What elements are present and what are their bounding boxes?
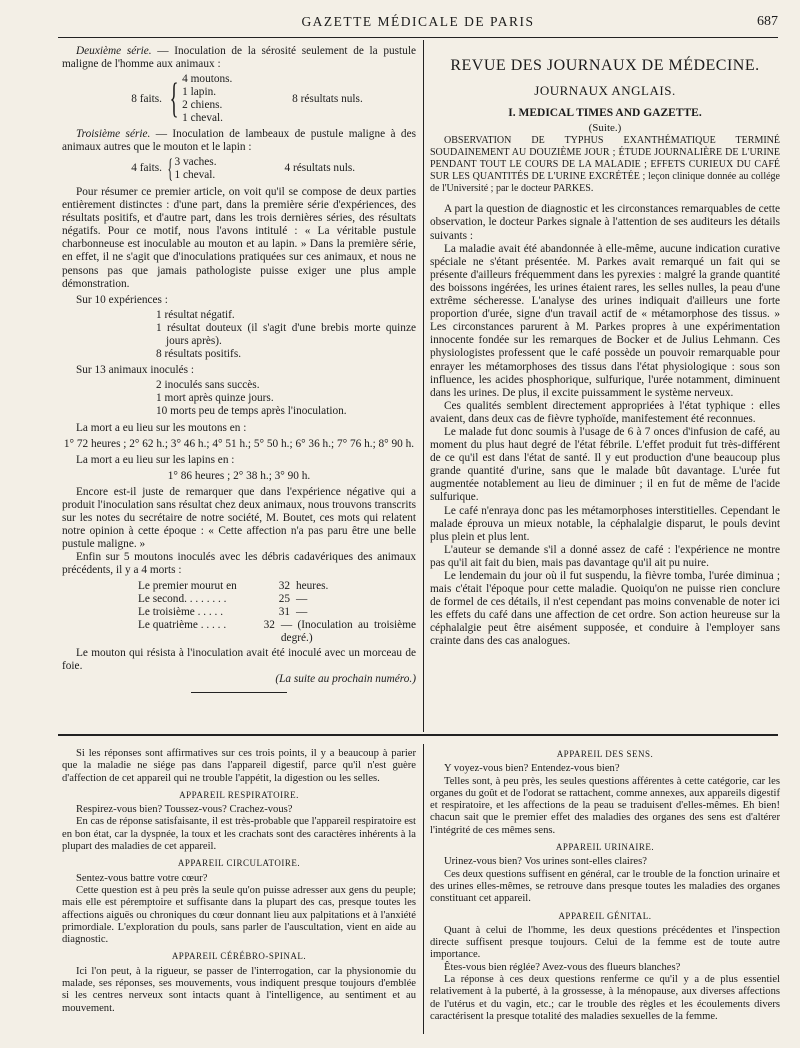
sur10-list: [156, 309, 416, 361]
question: Êtes-vous bien réglée? Avez-vous des flueurs blanches?: [444, 961, 681, 973]
list-item: 1 résultat douteux (il s'agit d'une brebis morte quinze jours après).: [156, 321, 416, 347]
serie3-brace: [62, 153, 416, 183]
section-heading: APPAREIL CIRCULATOIRE.: [177, 858, 301, 869]
question: Respirez-vous bien? Toussez-vous? Crachez-vous?: [76, 804, 293, 816]
encore-paragraph: Encore est-il juste de remarquer que dans l'expérience négative qui a produit l'inoculation sans résultat chez deux animaux, nous trouvons transcrits sur les notes du secrétaire de notre société, M. Boutet, ces mots qui relatent notre opinion à cette époque : « Cette affection n'a pas paru être une belle pustule maligne. »: [62, 485, 416, 551]
list-item: 1 cheval.: [174, 168, 216, 181]
list-item: 4 moutons.: [182, 73, 233, 86]
sur13-heading: Sur 13 animaux inoculés :: [76, 364, 194, 377]
serie3-items: [174, 156, 264, 182]
paragraph: Ici l'on peut, à la rigueur, se passer de l'interrogation, car la physionomie du malade, ses réponses, ses mouvements, vous indiquent presque toujours d'emblée si les centres nerveux sont intacts quant à l'intelligence, au sentiment et au mouvement.: [62, 965, 416, 1014]
sur13-list: [156, 379, 416, 418]
list-item: 3 vaches.: [174, 155, 217, 168]
list-item: 10 morts peu de temps après l'inoculation.: [156, 405, 347, 418]
serie3-label: Troisième série.: [76, 127, 151, 140]
death-value: 32: [263, 618, 275, 631]
paragraph: La réponse à ces deux questions renferme ce qu'il y a de plus essentiel relativement à la puberté, à la grossesse, à la ménopause, aux diverses affections de l'utérus et du vagin, etc.; car le trouble des règles et les écoulements divers caractérisent la presque totalité des maladies sexuelles de la femme.: [430, 974, 780, 1022]
serie2-intro: [62, 45, 416, 71]
death-unit: heures.: [296, 579, 329, 592]
serie2-text: — Inoculation de la sérosité seulement de la pustule maligne de l'homme aux animaux :: [62, 45, 416, 71]
page-number: 687: [757, 14, 778, 29]
list-item: 1 lapin.: [182, 86, 217, 99]
paragraph: Le lendemain du jour où il fut suspendu, la fièvre tomba, l'urée diminua ; mais c'était l'époque pour cette maladie. Quoiqu'on ne puisse rien conclure de formel de ces détails, il n'est cependant pas moins convenable de noter ici les effets du café dans une affection de cet ordre. Son action heureuse sur la céphalalgie peut être aisément supposée, et conduire à l'employer sans crainte dans des cas analogues.: [430, 570, 780, 648]
review-heading: REVUE DES JOURNAUX DE MÉDECINE.: [450, 57, 760, 74]
bottom-right-column: [430, 748, 780, 1023]
death-unit: — (Inoculation au troisième degré.): [280, 618, 416, 644]
enfin-paragraph: Enfin sur 5 moutons inoculés avec les débris cadavériques des animaux précédents, il y a 4 morts :: [62, 551, 416, 577]
resume-paragraph: Pour résumer ce premier article, on voit qu'il se compose de deux parties entièrement distinctes : d'une part, dans la première série d'expériences, des résultats positifs, et d'autre part, dans les trois dernières séries, des résultats négatifs. Pour ce motif, nous l'avons intitulé : « La véritable pustule charbonneuse est inoculable au mouton et au lapin. » Dans la première série, en effet, il ne s'agit que d'inoculations pratiquées sur ces animaux, et nous ne pensons pas que jamais pathologiste puisse exiger une plus ample démonstration.: [62, 185, 416, 290]
serie3-text: — Inoculation de lambeaux de pustule maligne à des animaux autres que le mouton et le lapin :: [62, 127, 416, 153]
death-who: Le premier mourut en: [138, 579, 237, 592]
death-value: 31: [278, 605, 290, 618]
paragraph: Si les réponses sont affirmatives sur ces trois points, il y a beaucoup à parier que la maladie ne siége pas dans l'appareil digestif, parce qu'il n'est guère d'affection de cet appareil qui ne trouble l'appétit, la digestion ou les selles.: [62, 748, 416, 784]
serie3-result: 4 résultats nuls.: [284, 162, 356, 175]
lapins-intro: La mort a eu lieu sur les lapins en :: [76, 453, 235, 466]
observation-title: OBSERVATION DE TYPHUS EXANTHÉMATIQUE TERMINÉ SOUDAINEMENT AU DOUZIÈME JOUR ; ÉTUDE JOURNALIÈRE DE L'URINE PENDANT TOUT LE COURS DE LA MALADIE ; EFFETS CURIEUX DU CAFÉ SUR LES QUANTITÉS DE L'URINE EXCRÉTÉE ; leçon clinique donnée au collége de l'Université ; par le docteur PARKES.: [430, 135, 780, 195]
feuilleton-rule: [58, 734, 778, 739]
paragraph: Ces deux questions suffisent en général, car le trouble de la fonction urinaire et des urines elles-mêmes, se retrouve dans presque toutes les maladies des organes constituant cet appareil.: [430, 868, 780, 905]
death-who: Le troisième . . . . .: [138, 605, 224, 618]
list-item: 2 inoculés sans succès.: [156, 379, 260, 392]
table-row: [138, 580, 416, 593]
question: Sentez-vous battre votre cœur?: [76, 872, 208, 884]
suite-label: (Suite.): [588, 122, 622, 135]
death-who: Le quatrième . . . . .: [138, 618, 227, 631]
bottom-left-column: [62, 748, 416, 1015]
deaths-table: [138, 580, 416, 645]
paragraph: La maladie avait été abandonnée à elle-même, aucune indication curative spéciale ne s'étant présentée. M. Parkes avait remarqué un fait qui se présente d'ailleurs fréquemment dans les pyrexies : malgré la grande quantité des boissons ingérées, les urines étaient rares, les selles nulles, la peau d'une extrême sécheresse. L'analyse des urines indiquait d'ailleurs une forte proportion d'urée, signe d'un travail actif de « métamorphose des tissus. » Les circonstances parurent à M. Parkes propres à une expérimentation innocente fondée sur les remarques de Bocker et de Julius Lehmann. Ces physiologistes professent que le café possède un pouvoir remarquable pour enrayer les métamorphoses des tissus dans l'état physiologique : sous son influence, les acides phosphorique, sulfurique, l'urée notamment, diminuent dans les urines. De plus, il excite puissamment le système nerveux.: [430, 242, 780, 399]
list-item: 8 résultats positifs.: [156, 348, 242, 361]
serie2-items: [182, 73, 272, 125]
paragraph: Quant à celui de l'homme, les deux questions précédentes et l'inspection directe suffisent presque toujours. Celui de la femme est de toute autre importance.: [430, 924, 780, 961]
death-value: 32: [278, 579, 290, 592]
mouton-final: Le mouton qui résista à l'inoculation avait été inoculé avec un morceau de foie.: [62, 647, 416, 673]
left-column: [62, 45, 416, 693]
moutons-intro: La mort a eu lieu sur les moutons en :: [76, 421, 247, 434]
paragraph: Telles sont, à peu près, les seules questions afférentes à cette catégorie, car les organes du goût et de l'odorat se rattachent, comme annexes, aux appareils digestif et respiratoire, et les affections de la peau se traduisent d'elles-mêmes. Eh bien! chacun sait que le premier effet des maladies des organes des sens est d'altérer l'intégrité de ces mêmes sens.: [430, 775, 781, 836]
lapins-times: 1° 86 heures ; 2° 38 h.; 3° 90 h.: [167, 469, 311, 482]
table-row: [138, 606, 416, 619]
death-unit: —: [296, 592, 308, 605]
sur10-heading: Sur 10 expériences :: [76, 293, 168, 306]
section-heading: APPAREIL DES SENS.: [556, 749, 654, 759]
paragraph: Le café n'enraya donc pas les métamorphoses interstitielles. Cependant le malade éprouva un mieux notable, la céphalalgie disparut, le pouls devint plus plein et plus lent.: [430, 504, 780, 543]
death-value: 25: [278, 592, 290, 605]
paragraph: Cette question est à peu près la seule qu'on puisse adresser aux gens du peuple; mais elle est péremptoire et suffisante dans la plupart des cas, presque toutes les affections aiguës ou chroniques du cœur donnant lieu aux palpitations et à l'anxiété primordiale. L'exploration du pouls, sans parler de l'auscultation, vient en aide au diagnostic.: [62, 884, 416, 946]
list-item: 1 mort après quinze jours.: [156, 392, 274, 405]
section-heading: APPAREIL GÉNITAL.: [558, 910, 652, 921]
section-heading: APPAREIL URINAIRE.: [555, 842, 655, 853]
serie2-result: 8 résultats nuls.: [292, 92, 363, 105]
list-item: 1 résultat négatif.: [156, 308, 235, 321]
moutons-times: 1° 72 heures ; 2° 62 h.; 3° 46 h.; 4° 51 h.; 5° 50 h.; 6° 36 h.; 7° 76 h.; 8° 90 h.: [63, 437, 415, 450]
death-unit: —: [296, 605, 308, 618]
question: Urinez-vous bien? Vos urines sont-elles claires?: [444, 856, 647, 868]
serie2-label: Deuxième série.: [76, 45, 152, 57]
paragraph: A part la question de diagnostic et les circonstances remarquables de cette observation, le docteur Parkes signale à l'attention de ses auditeurs les détails suivants :: [430, 203, 780, 242]
paragraph: En cas de réponse satisfaisante, il est très-probable que l'appareil respiratoire est en bon état, car la dyspnée, la toux et les crachats sont des caractères inhérents à la plupart des maladies de cet appareil.: [62, 816, 416, 853]
question: Y voyez-vous bien? Entendez-vous bien?: [444, 763, 620, 775]
list-item: 1 cheval.: [182, 112, 223, 125]
right-column: [430, 45, 780, 649]
paragraph: Le malade fut donc soumis à l'usage de 6 à 7 onces d'infusion de café, au moment du plus haut degré de l'état fébrile. L'effet produit fut très-différent de ce qu'il est dans l'état de santé. Il y eut production d'une beaucoup plus grande quantité d'urine, sans que le malade bût davantage. L'urée fut augmentée notablement au lieu de diminuer ; il en fut de même de l'acide sulfurique.: [430, 425, 780, 504]
paragraph: Ces qualités semblent directement appropriées à l'état typhique : elles avaient, dans deux cas de fièvre typhoïde, manifestement été reconnues.: [430, 399, 780, 425]
journals-subheading: JOURNAUX ANGLAIS.: [534, 83, 676, 99]
list-item: 2 chiens.: [182, 99, 223, 112]
death-who: Le second. . . . . . . .: [138, 592, 227, 605]
serie2-count: 8 faits.: [131, 92, 162, 105]
serie3-intro: [62, 128, 416, 154]
brace-glyph: {: [169, 76, 179, 123]
section-heading: APPAREIL CÉRÉBRO-SPINAL.: [171, 951, 307, 962]
journal-name: I. MEDICAL TIMES AND GAZETTE.: [508, 107, 702, 120]
paragraph: L'auteur se demande s'il a donné assez de café : l'expérience ne montre pas qu'il ait fait du bien, mais pas davantage qu'il ait pu nuire.: [430, 543, 780, 569]
brace-glyph: {: [167, 153, 174, 183]
section-heading: APPAREIL RESPIRATOIRE.: [179, 789, 299, 800]
header-rule: [58, 37, 778, 38]
column-divider-bottom: [423, 744, 424, 1034]
table-row: [138, 593, 416, 606]
page-header: [58, 14, 778, 36]
suite-note: (La suite au prochain numéro.): [275, 673, 416, 686]
table-row: [138, 619, 416, 645]
column-divider: [423, 40, 424, 732]
journal-title: GAZETTE MÉDICALE DE PARIS: [301, 14, 535, 29]
serie2-brace: [62, 73, 416, 125]
serie3-count: 4 faits.: [131, 162, 162, 175]
section-end-rule: [191, 692, 287, 693]
